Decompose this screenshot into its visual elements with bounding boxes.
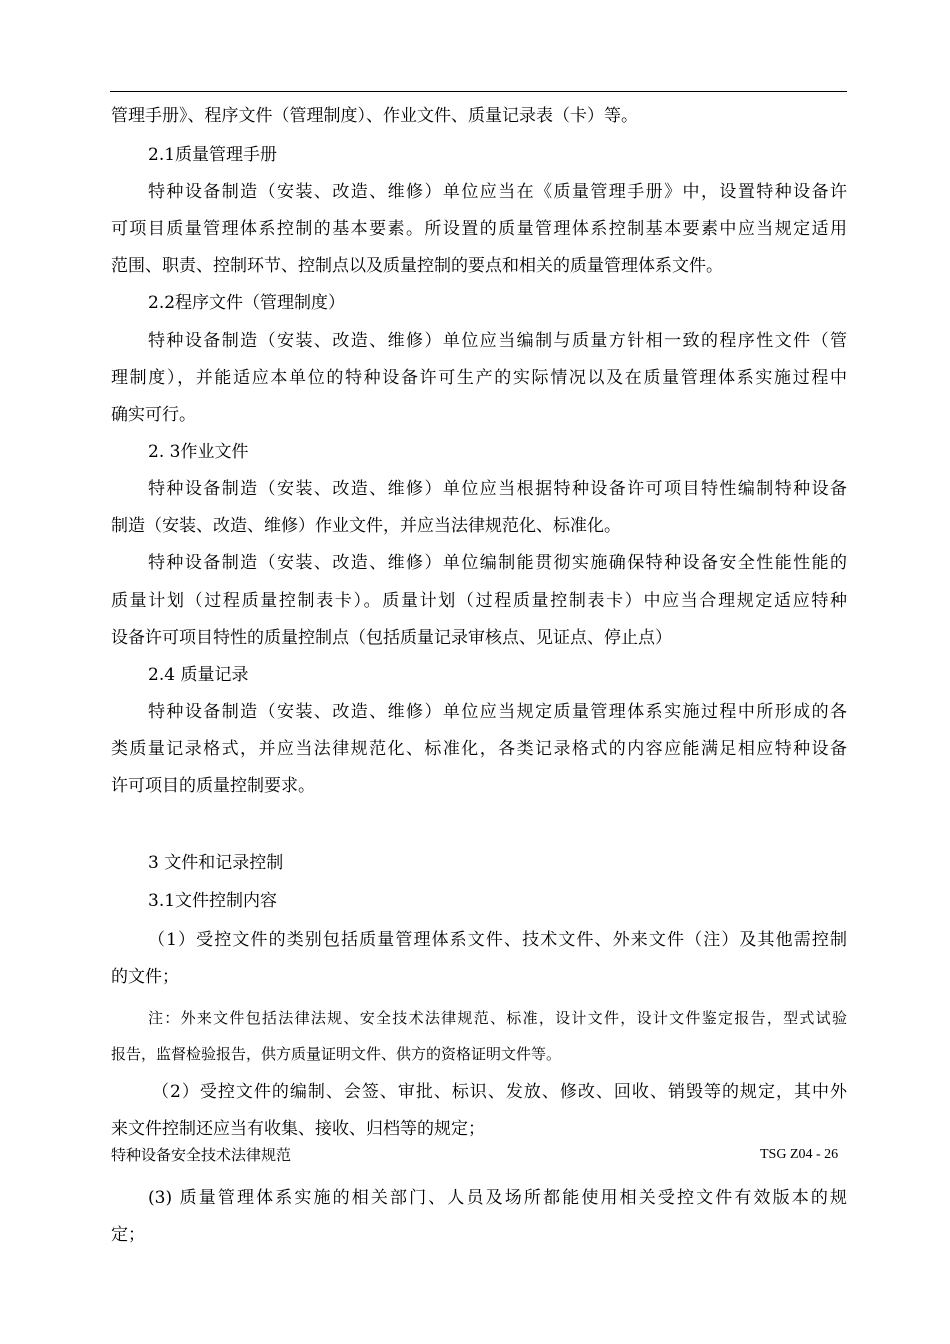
text-line: 理制度），并能适应本单位的特种设备许可生产的实际情况以及在质量管理体系实施过程中 [111,368,847,388]
footer-title: 特种设备安全技术法律规范 [111,1146,292,1164]
text-line: 许可项目的质量控制要求。 [111,776,315,796]
text-line: 确实可行。 [111,405,196,425]
text-line: 的文件； [111,967,179,987]
text-line: 可项目质量管理体系控制的基本要素。所设置的质量管理体系控制基本要素中应当规定适用 [111,219,847,239]
section-heading: 2. 3作业文件 [148,442,249,462]
text-line: 定； [111,1225,145,1245]
note-line: 注：外来文件包括法律法规、安全技术法律规范、标准，设计文件，设计文件鉴定报告，型式试验 [148,1009,847,1027]
section-heading: 3.1文件控制内容 [148,891,278,911]
text-line: 来文件控制还应当有收集、接收、归档等的规定； [111,1119,485,1139]
section-heading: 2.4 质量记录 [148,665,249,685]
text-line: 特种设备制造（安装、改造、维修）单位应当在《质量管理手册》中，设置特种设备许 [148,182,847,202]
text-line: （1）受控文件的类别包括质量管理体系文件、技术文件、外来文件（注）及其他需控制 [148,930,847,950]
footer-page-code: TSG Z04 - 26 [760,1147,839,1162]
text-line: 特种设备制造（安装、改造、维修）单位应当编制与质量方针相一致的程序性文件（管 [148,331,847,351]
text-line: 制造（安装、改造、维修）作业文件，并应当法律规范化、标准化。 [111,516,621,536]
text-line: （2）受控文件的编制、会签、审批、标识、发放、修改、回收、销毁等的规定，其中外 [152,1082,847,1102]
text-line: 类质量记录格式，并应当法律规范化、标准化，各类记录格式的内容应能满足相应特种设备 [111,739,847,759]
text-line: 质量计划（过程质量控制表卡）。质量计划（过程质量控制表卡）中应当合理规定适应特种 [111,591,847,611]
section-heading: 2.2程序文件（管理制度） [148,293,346,313]
header-rule [110,91,847,92]
text-line: 设备许可项目特性的质量控制点（包括质量记录审核点、见证点、停止点） [111,628,672,648]
text-line: (3) 质量管理体系实施的相关部门、人员及场所都能使用相关受控文件有效版本的规 [148,1188,847,1208]
text-line: 特种设备制造（安装、改造、维修）单位应当规定质量管理体系实施过程中所形成的各 [148,702,847,722]
text-line: 管理手册》、程序文件（管理制度）、作业文件、质量记录表（卡）等。 [111,106,638,126]
text-line: 范围、职责、控制环节、控制点以及质量控制的要点和相关的质量管理体系文件。 [111,256,723,276]
text-line: 特种设备制造（安装、改造、维修）单位应当根据特种设备许可项目特性编制特种设备 [148,479,847,499]
section-heading: 3 文件和记录控制 [148,853,284,873]
note-line: 报告，监督检验报告，供方质量证明文件、供方的资格证明文件等。 [111,1045,562,1063]
section-heading: 2.1质量管理手册 [148,145,278,165]
text-line: 特种设备制造（安装、改造、维修）单位编制能贯彻实施确保特种设备安全性能性能的 [148,553,847,573]
